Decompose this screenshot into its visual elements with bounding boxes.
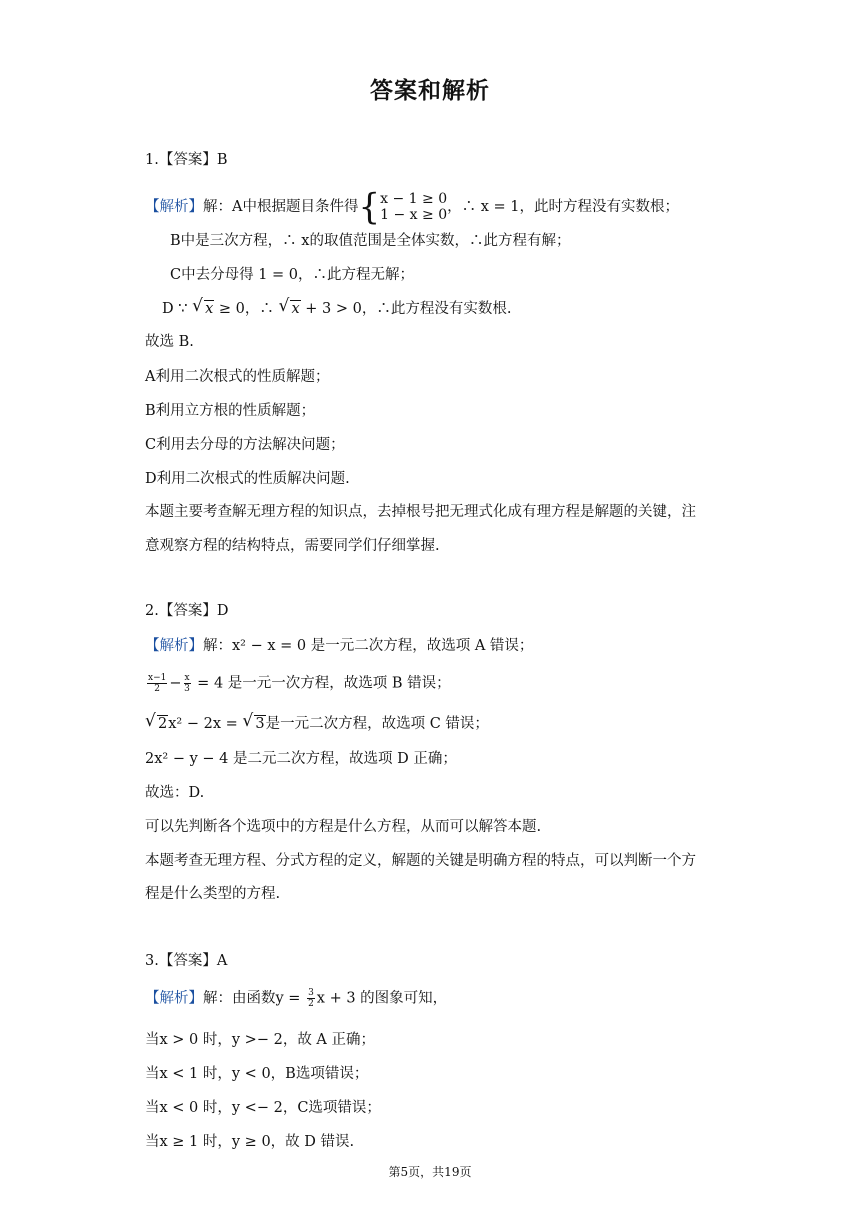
q2-analysis-line-4: 2x² − y − 4 是二元二次方程，故选项 D 正确； xyxy=(145,751,457,767)
q1-summary-2: 意观察方程的结构特点，需要同学们仔细掌握. xyxy=(145,538,440,554)
q2-summary-2: 程是什么类型的方程. xyxy=(145,886,281,902)
q1-text: D ∵ xyxy=(162,301,193,317)
q1-conclusion: 故选 B. xyxy=(145,334,194,350)
q3-text: 解：由函数y = xyxy=(203,990,306,1007)
q1-analysis-line-2: B中是三次方程，∴ x的取值范围是全体实数，∴此方程有解； xyxy=(170,233,571,249)
q3-answer-heading: 3.【答案】A xyxy=(145,953,228,969)
q2-conclusion: 故选：D. xyxy=(145,785,205,801)
q1-text: + 3 > 0，∴此方程没有实数根. xyxy=(300,301,512,317)
q1-note-d: D利用二次根式的性质解决问题. xyxy=(145,471,350,487)
q1-text: ≥ 0，∴ xyxy=(214,301,279,317)
q1-analysis-line-3: C中去分母得 1 = 0，∴此方程无解； xyxy=(170,267,415,283)
q1-text: 解：A中根据题目条件得 xyxy=(203,199,359,215)
sqrt-symbol: √ 3 xyxy=(242,711,265,732)
q2-text: = 4 是一元一次方程，故选项 B 错误； xyxy=(192,675,451,692)
q2-answer-heading: 2.【答案】D xyxy=(145,603,229,619)
analysis-tag: 【解析】 xyxy=(145,638,203,654)
fraction: $\frac{x-1}{2}$ xyxy=(148,673,167,694)
q1-note-a: A利用二次根式的性质解题； xyxy=(145,369,330,385)
system-row-2: 1 − x ≥ 0 xyxy=(380,207,448,223)
sqrt-symbol: √ 2 xyxy=(145,711,168,732)
sqrt-symbol: √ x xyxy=(192,296,214,317)
fraction: $\frac{3}{2}$ xyxy=(308,988,314,1009)
q1-text: ，∴ x = 1，此时方程没有实数根； xyxy=(447,199,679,215)
q2-analysis-line-1 xyxy=(145,636,533,656)
analysis-tag: 【解析】 xyxy=(145,199,203,215)
q2-text: 是一元二次方程，故选项 C 错误； xyxy=(265,716,489,732)
sqrt-symbol: √ x xyxy=(278,296,300,317)
inequality-system: { x − 1 ≥ 0 1 − x ≥ 0 xyxy=(358,186,448,228)
q2-analysis-line-3 xyxy=(145,711,489,734)
q2-summary-1: 本题考查无理方程、分式方程的定义，解题的关键是明确方程的特点，可以判断一个方 xyxy=(145,853,696,869)
q3-analysis-line-4: 当x < 0 时，y <− 2，C选项错误； xyxy=(145,1100,381,1116)
q2-text: x² − 2x = xyxy=(168,716,243,732)
q2-analysis-line-2: $\frac{x-1}{2}$ − $\frac{x}{3}$ = 4 是一元一次方程，故选项 B 错误； xyxy=(148,673,451,694)
analysis-tag: 【解析】 xyxy=(145,990,203,1007)
q3-text: x + 3 的图象可知， xyxy=(316,990,448,1007)
q3-analysis-line-3: 当x < 1 时，y < 0，B选项错误； xyxy=(145,1066,369,1082)
system-row-1: x − 1 ≥ 0 xyxy=(380,191,448,207)
q1-analysis-line-1 xyxy=(145,186,679,228)
q2-note: 可以先判断各个选项中的方程是什么方程，从而可以解答本题. xyxy=(145,819,542,835)
page-title: 答案和解析 xyxy=(370,78,490,104)
q1-note-c: C利用去分母的方法解决问题； xyxy=(145,437,345,453)
q1-note-b: B利用立方根的性质解题； xyxy=(145,403,316,419)
q1-answer-heading: 1.【答案】B xyxy=(145,152,228,168)
q1-analysis-line-4 xyxy=(162,296,512,319)
page-footer: 第5页，共19页 xyxy=(388,1165,472,1179)
q1-summary-1: 本题主要考查解无理方程的知识点，去掉根号把无理式化成有理方程是解题的关键，注 xyxy=(145,504,696,520)
q2-text: 解：x² − x = 0 是一元二次方程，故选项 A 错误； xyxy=(203,638,534,654)
q3-analysis-line-5: 当x ≥ 1 时，y ≥ 0，故 D 错误. xyxy=(145,1134,355,1150)
q3-analysis-line-1 xyxy=(145,988,447,1009)
q3-analysis-line-2: 当x > 0 时，y >− 2，故 A 正确； xyxy=(145,1032,376,1048)
fraction: $\frac{x}{3}$ xyxy=(184,673,190,694)
